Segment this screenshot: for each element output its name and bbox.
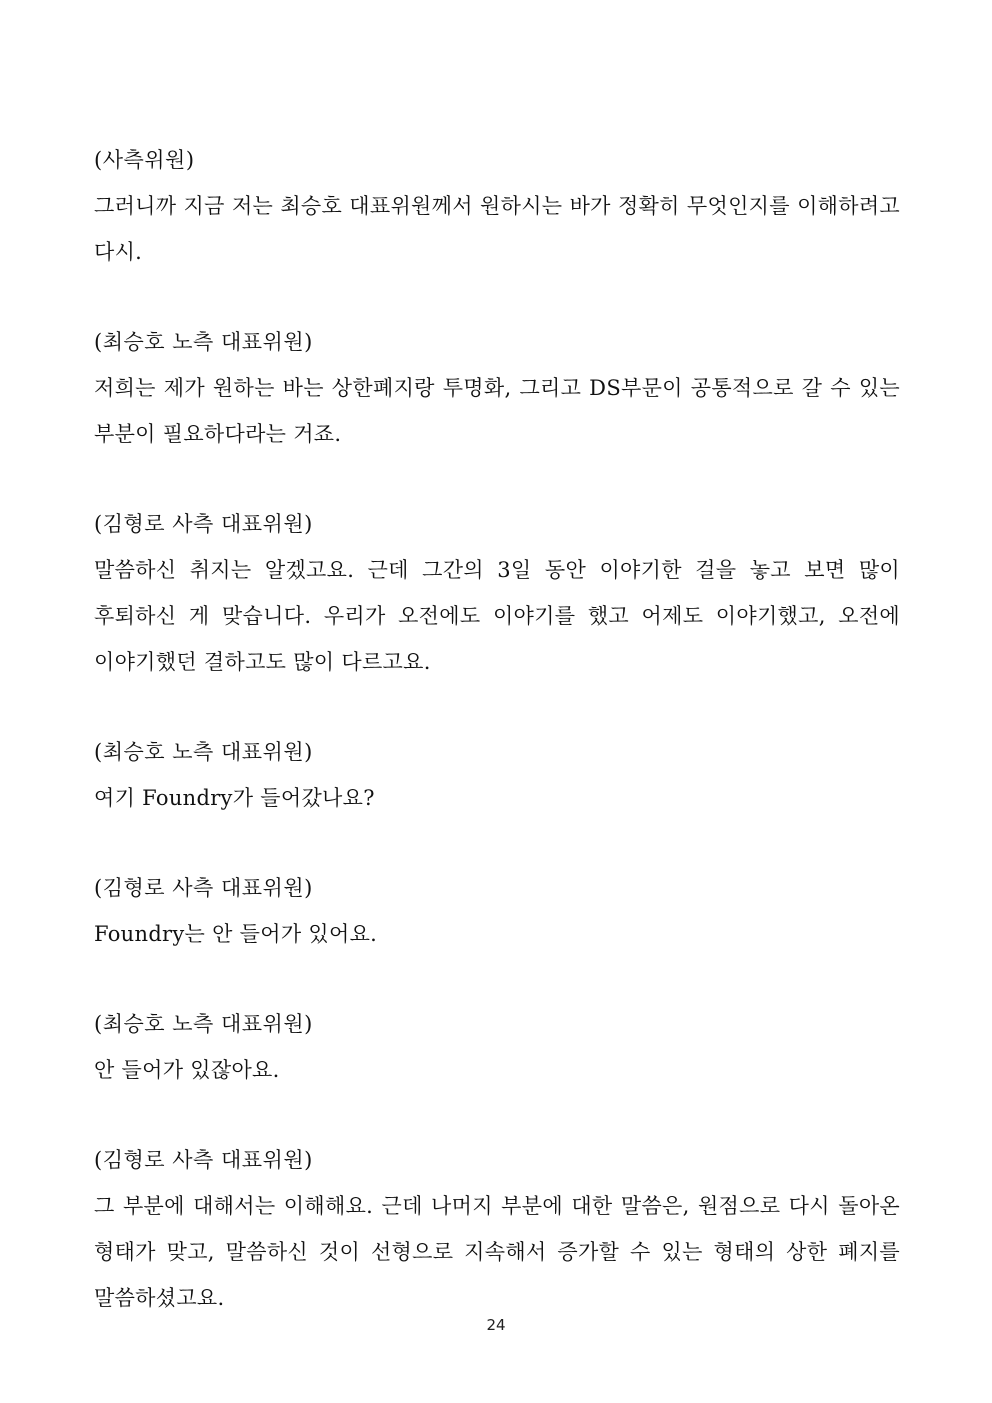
speech-text: 그러니까 지금 저는 최승호 대표위원께서 원하시는 바가 정확히 무엇인지를 이해하려고 다시. — [94, 194, 900, 264]
speaker-label: (최승호 노측 대표위원) — [94, 1012, 313, 1036]
speech-text: 그 부분에 대해서는 이해해요. 근데 나머지 부분에 대한 말씀은, 원점으로 다시 돌아온 형태가 맞고, 말씀하신 것이 선형으로 지속해서 증가할 수 있는 형태의 상한 폐지를 말씀하셨고요. — [94, 1194, 900, 1310]
speaker-label: (김형로 사측 대표위원) — [94, 512, 313, 536]
speaker-label: (사측위원) — [94, 148, 195, 172]
speaker-label: (최승호 노측 대표위원) — [94, 330, 313, 354]
speech-text: 여기 Foundry가 들어갔나요? — [94, 786, 375, 810]
speaker-label: (김형로 사측 대표위원) — [94, 1148, 313, 1172]
dialogue-block — [94, 320, 900, 457]
page-number: 24 — [486, 1316, 506, 1334]
speaker-label: (김형로 사측 대표위원) — [94, 876, 313, 900]
dialogue-block — [94, 730, 900, 821]
dialogue-block — [94, 1138, 900, 1321]
speech-text: 저희는 제가 원하는 바는 상한폐지랑 투명화, 그리고 DS부문이 공통적으로 갈 수 있는 부분이 필요하다라는 거죠. — [94, 376, 900, 446]
dialogue-block — [94, 1002, 900, 1093]
speech-text: 말씀하신 취지는 알겠고요. 근데 그간의 3일 동안 이야기한 걸을 놓고 보면 많이 후퇴하신 게 맞습니다. 우리가 오전에도 이야기를 했고 어제도 이야기했고, 오전에 이야기했던 결하고도 많이 다르고요. — [94, 558, 900, 674]
dialogue-block — [94, 866, 900, 957]
speaker-label: (최승호 노측 대표위원) — [94, 740, 313, 764]
speech-text: 안 들어가 있잖아요. — [94, 1058, 280, 1082]
document-body — [94, 138, 900, 1366]
speech-text: Foundry는 안 들어가 있어요. — [94, 922, 378, 946]
dialogue-block — [94, 502, 900, 685]
dialogue-block — [94, 138, 900, 275]
